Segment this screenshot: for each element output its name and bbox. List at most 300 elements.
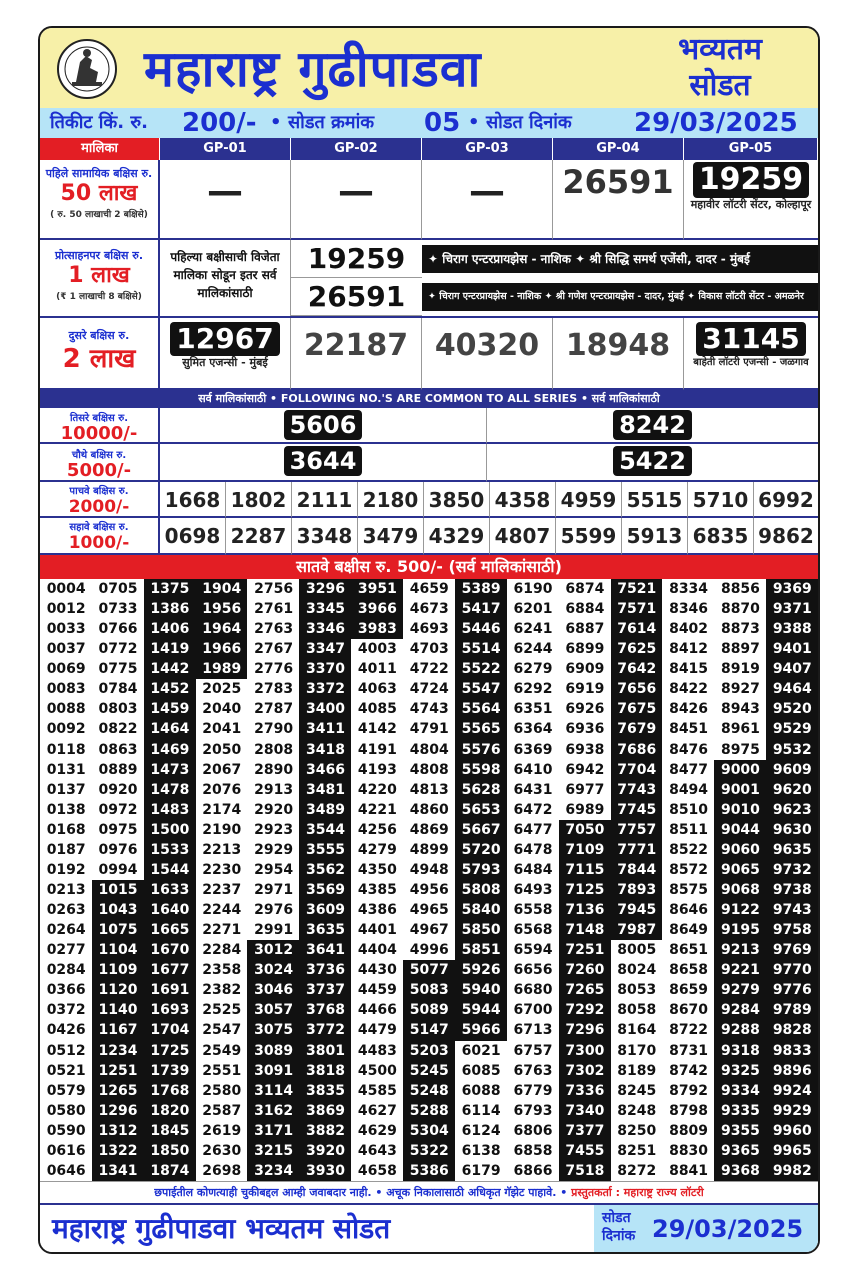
seventh-prize-number: 0976 <box>92 840 144 861</box>
seventh-prize-number: 8477 <box>662 760 714 781</box>
seventh-prize-number: 1140 <box>92 1000 144 1021</box>
seventh-prize-number: 1459 <box>144 699 196 720</box>
seventh-prize-number: 6472 <box>507 800 559 821</box>
seventh-prize-number: 4804 <box>403 740 455 761</box>
prize-number-cell: 1668 <box>160 482 226 518</box>
third-prize-number: 8242 <box>613 410 692 440</box>
seventh-prize-number: 4722 <box>403 659 455 680</box>
seventh-prize-number: 2976 <box>247 900 299 921</box>
seventh-prize-number: 5940 <box>455 980 507 1001</box>
second-prize-gp05 <box>684 318 818 390</box>
seventh-prize-number: 1386 <box>144 599 196 620</box>
seventh-prize-number: 2040 <box>196 699 248 720</box>
seventh-prize-number: 9789 <box>766 1000 818 1021</box>
seventh-prize-number: 2174 <box>196 800 248 821</box>
prize-number-cell: 5599 <box>556 518 622 555</box>
seventh-prize-number: 8170 <box>611 1041 663 1062</box>
seventh-prize-number: 3215 <box>247 1141 299 1162</box>
seventh-prize-number: 3951 <box>351 579 403 600</box>
seventh-prize-number: 1845 <box>144 1121 196 1142</box>
seventh-prize-number: 5083 <box>403 980 455 1001</box>
seventh-prize-number: 8809 <box>662 1121 714 1142</box>
seventh-prize-number: 0521 <box>40 1061 92 1082</box>
seventh-prize-number: 9896 <box>766 1061 818 1082</box>
seventh-prize-number: 4401 <box>351 920 403 941</box>
seventh-prize-number: 4459 <box>351 980 403 1001</box>
seventh-prize-number: 5248 <box>403 1081 455 1102</box>
seventh-prize-number: 9368 <box>714 1161 766 1182</box>
seventh-prize-number: 4500 <box>351 1061 403 1082</box>
seventh-prize-number: 7757 <box>611 820 663 841</box>
seventh-prize-number: 7743 <box>611 780 663 801</box>
seventh-prize-number: 8412 <box>662 639 714 660</box>
seventh-prize-number: 4483 <box>351 1041 403 1062</box>
seventh-prize-number: 1500 <box>144 820 196 841</box>
seventh-prize-number: 2763 <box>247 619 299 640</box>
seventh-prize-number: 3089 <box>247 1041 299 1062</box>
third-prize-cell-2 <box>487 408 818 444</box>
seventh-prize-number: 1104 <box>92 940 144 961</box>
sixth-prize-title: सहावे बक्षिस रु. <box>69 522 129 533</box>
seventh-prize-number: 9001 <box>714 780 766 801</box>
seventh-prize-number: 1167 <box>92 1020 144 1041</box>
seventh-prize-number: 6977 <box>559 780 611 801</box>
second-prize-gp01 <box>160 318 291 390</box>
prize-number-cell: 5913 <box>622 518 688 555</box>
seventh-prize-number: 8522 <box>662 840 714 861</box>
seventh-prize-number: 8670 <box>662 1000 714 1021</box>
footer <box>40 1203 818 1254</box>
series-header-gp04: GP-04 <box>553 138 684 160</box>
seventh-prize-number: 8451 <box>662 719 714 740</box>
seventh-prize-number: 0994 <box>92 860 144 881</box>
seventh-prize-number: 8494 <box>662 780 714 801</box>
seventh-prize-number: 6936 <box>559 719 611 740</box>
seventh-prize-number: 9060 <box>714 840 766 861</box>
seventh-prize-number: 2050 <box>196 740 248 761</box>
seventh-prize-number: 4956 <box>403 880 455 901</box>
seventh-prize-number: 9776 <box>766 980 818 1001</box>
seventh-prize-number: 2991 <box>247 920 299 941</box>
prize-number-cell: 6835 <box>688 518 754 555</box>
sixth-prize-label <box>40 518 160 555</box>
seventh-prize-number: 4899 <box>403 840 455 861</box>
seventh-prize-number: 8189 <box>611 1061 663 1082</box>
seventh-prize-number: 2284 <box>196 940 248 961</box>
seventh-prize-number: 0784 <box>92 679 144 700</box>
seventh-prize-number: 2551 <box>196 1061 248 1082</box>
seventh-prize-number: 7893 <box>611 880 663 901</box>
seventh-prize-number: 7656 <box>611 679 663 700</box>
lottery-emblem-icon <box>54 38 120 100</box>
seventh-prize-number: 8248 <box>611 1101 663 1122</box>
seventh-prize-number: 9630 <box>766 820 818 841</box>
seventh-prize-number: 0889 <box>92 760 144 781</box>
fifth-prize-title: पाचवे बक्षिस रु. <box>69 486 129 497</box>
seventh-prize-number: 6806 <box>507 1121 559 1142</box>
first-prize-note: ( रु. 50 लाखाची 2 बक्षिसे) <box>50 210 148 220</box>
seventh-prize-number: 6292 <box>507 679 559 700</box>
seventh-prize-number: 9532 <box>766 740 818 761</box>
footer-date-label-2: दिनांक <box>602 1228 636 1244</box>
seventh-prize-number: 9828 <box>766 1020 818 1041</box>
seventh-prize-number: 6926 <box>559 699 611 720</box>
seventh-prize-number: 5417 <box>455 599 507 620</box>
seventh-prize-number: 3012 <box>247 940 299 961</box>
seventh-prize-number: 1693 <box>144 1000 196 1021</box>
seventh-prize-number: 5304 <box>403 1121 455 1142</box>
seventh-prize-number: 6138 <box>455 1141 507 1162</box>
seventh-prize-number: 1341 <box>92 1161 144 1182</box>
seventh-prize-number: 4011 <box>351 659 403 680</box>
seventh-prize-number: 3024 <box>247 960 299 981</box>
seventh-prize-number: 3930 <box>299 1161 351 1182</box>
first-prize-number-gp04: 26591 <box>562 163 674 201</box>
seventh-prize-number: 9325 <box>714 1061 766 1082</box>
seventh-prize-number: 3635 <box>299 920 351 941</box>
seventh-prize-number: 0037 <box>40 639 92 660</box>
prize-number-cell: 4959 <box>556 482 622 518</box>
seventh-prize-number: 6779 <box>507 1081 559 1102</box>
seventh-prize-number: 1473 <box>144 760 196 781</box>
seventh-prize-number: 1665 <box>144 920 196 941</box>
seventh-prize-number: 9044 <box>714 820 766 841</box>
seventh-prize-number: 8651 <box>662 940 714 961</box>
seventh-prize-number: 1533 <box>144 840 196 861</box>
seventh-prize-number: 3983 <box>351 619 403 640</box>
seventh-prize-number: 6493 <box>507 880 559 901</box>
seventh-prize-number: 1478 <box>144 780 196 801</box>
seventh-prize-number: 7340 <box>559 1101 611 1122</box>
seventh-prize-number: 6568 <box>507 920 559 941</box>
series-header-gp02: GP-02 <box>291 138 422 160</box>
ticket-price-label: तिकीट किं. रु. <box>50 112 148 133</box>
series-header-gp05: GP-05 <box>684 138 818 160</box>
seventh-prize-number: 3411 <box>299 719 351 740</box>
seventh-prize-number: 6989 <box>559 800 611 821</box>
seventh-prize-number: 0264 <box>40 920 92 941</box>
fourth-prize-title: चौथे बक्षिस रु. <box>71 450 127 461</box>
seventh-prize-number: 9355 <box>714 1121 766 1142</box>
seventh-prize-number: 6085 <box>455 1061 507 1082</box>
seventh-prize-number: 5389 <box>455 579 507 600</box>
seventh-prize-number: 1043 <box>92 900 144 921</box>
seventh-prize-number: 9833 <box>766 1041 818 1062</box>
first-prize-gp05 <box>684 160 818 240</box>
incentive-prize-title: प्रोत्साहनपर बक्षिस रु. <box>54 249 144 262</box>
seventh-prize-number: 2761 <box>247 599 299 620</box>
seventh-prize-number: 0616 <box>40 1141 92 1162</box>
seventh-prize-number: 9318 <box>714 1041 766 1062</box>
second-prize-gp03 <box>422 318 553 390</box>
fifth-prize-label <box>40 482 160 518</box>
seventh-prize-number: 0069 <box>40 659 92 680</box>
seventh-prize-number: 8058 <box>611 1000 663 1021</box>
seventh-prize-number: 4279 <box>351 840 403 861</box>
seventh-prize-number: 3046 <box>247 980 299 1001</box>
seventh-prize-number: 5598 <box>455 760 507 781</box>
seventh-prize-number: 0213 <box>40 880 92 901</box>
seventh-prize-number: 9635 <box>766 840 818 861</box>
seventh-prize-number: 6201 <box>507 599 559 620</box>
seventh-prize-number: 6938 <box>559 740 611 761</box>
seventh-prize-number: 6021 <box>455 1041 507 1062</box>
seventh-prize-number: 9520 <box>766 699 818 720</box>
seventh-prize-number: 7125 <box>559 880 611 901</box>
second-prize-number: 12967 <box>170 322 279 356</box>
seventh-prize-number: 6909 <box>559 659 611 680</box>
seventh-prize-number: 0092 <box>40 719 92 740</box>
seventh-prize-number: 2920 <box>247 800 299 821</box>
seventh-prize-number: 6114 <box>455 1101 507 1122</box>
seventh-prize-number: 5926 <box>455 960 507 981</box>
seventh-prize-number: 6874 <box>559 579 611 600</box>
seventh-prize-number: 2067 <box>196 760 248 781</box>
seventh-prize-number: 4658 <box>351 1161 403 1182</box>
seventh-prize-number: 4743 <box>403 699 455 720</box>
seventh-prize-number: 3569 <box>299 880 351 901</box>
header <box>40 28 818 108</box>
seventh-prize-number: 6179 <box>455 1161 507 1182</box>
seventh-prize-number: 7292 <box>559 1000 611 1021</box>
seventh-prize-number: 7265 <box>559 980 611 1001</box>
seventh-prize-number: 0033 <box>40 619 92 640</box>
seventh-prize-number: 6241 <box>507 619 559 640</box>
seventh-prize-number: 3818 <box>299 1061 351 1082</box>
seventh-prize-number: 5288 <box>403 1101 455 1122</box>
second-prize-label <box>40 318 160 390</box>
seventh-prize-number: 5514 <box>455 639 507 660</box>
seventh-prize-number: 3481 <box>299 780 351 801</box>
seventh-prize-number: 3835 <box>299 1081 351 1102</box>
seventh-prize-number: 0975 <box>92 820 144 841</box>
prize-number-cell: 2180 <box>358 482 424 518</box>
seventh-prize-number: 6364 <box>507 719 559 740</box>
seventh-prize-number: 5077 <box>403 960 455 981</box>
seventh-prize-number: 9407 <box>766 659 818 680</box>
seventh-prize-number: 4869 <box>403 820 455 841</box>
seventh-prize-number: 3555 <box>299 840 351 861</box>
seventh-prize-number: 1544 <box>144 860 196 881</box>
seventh-prize-number: 3234 <box>247 1161 299 1182</box>
seventh-prize-number: 7771 <box>611 840 663 861</box>
seventh-prize-number: 0168 <box>40 820 92 841</box>
seventh-prize-number: 5793 <box>455 860 507 881</box>
third-prize-number: 5606 <box>284 410 363 440</box>
seventh-prize-number: 3466 <box>299 760 351 781</box>
seventh-prize-number: 4256 <box>351 820 403 841</box>
seventh-prize-number: 6431 <box>507 780 559 801</box>
seventh-prize-number: 5851 <box>455 940 507 961</box>
seventh-prize-number: 7679 <box>611 719 663 740</box>
seventh-prize-number: 3091 <box>247 1061 299 1082</box>
lottery-result-sheet <box>38 26 820 1254</box>
seventh-prize-number: 7686 <box>611 740 663 761</box>
seventh-prize-number: 4479 <box>351 1020 403 1041</box>
seventh-prize-number: 3345 <box>299 599 351 620</box>
seventh-prize-number: 6369 <box>507 740 559 761</box>
seventh-prize-number: 8005 <box>611 940 663 961</box>
seventh-prize-number: 6088 <box>455 1081 507 1102</box>
fourth-prize-cell-2 <box>487 444 818 482</box>
seventh-prize-number: 7300 <box>559 1041 611 1062</box>
seventh-prize-number: 0863 <box>92 740 144 761</box>
seventh-prize-number: 2230 <box>196 860 248 881</box>
seventh-prize-number: 1850 <box>144 1141 196 1162</box>
seventh-prize-number: 1075 <box>92 920 144 941</box>
incentive-prize-amount: 1 लाख <box>68 263 130 288</box>
seventh-prize-number: 0366 <box>40 980 92 1001</box>
draw-info-bar <box>40 108 818 138</box>
seventh-prize-number: 1469 <box>144 740 196 761</box>
seventh-prize-number: 2041 <box>196 719 248 740</box>
seventh-prize-number: 6887 <box>559 619 611 640</box>
seventh-prize-number: 3869 <box>299 1101 351 1122</box>
seventh-prize-number: 6942 <box>559 760 611 781</box>
seventh-prize-number: 3114 <box>247 1081 299 1102</box>
prize-number-cell: 9862 <box>754 518 818 555</box>
seventh-prize-number: 6919 <box>559 679 611 700</box>
seventh-prize-number: 6757 <box>507 1041 559 1062</box>
seventh-prize-number: 3489 <box>299 800 351 821</box>
first-prize-gp02 <box>291 160 422 240</box>
disclaimer <box>40 1181 818 1204</box>
seventh-prize-number: 1251 <box>92 1061 144 1082</box>
second-prize-number: 18948 <box>565 328 671 363</box>
fourth-prize-number: 3644 <box>284 446 363 476</box>
seventh-prize-number: 1966 <box>196 639 248 660</box>
seventh-prize-number: 9401 <box>766 639 818 660</box>
seventh-prize-number: 4673 <box>403 599 455 620</box>
seventh-prize-number: 3966 <box>351 599 403 620</box>
seventh-prize-number: 9769 <box>766 940 818 961</box>
seventh-prize-number: 9960 <box>766 1121 818 1142</box>
series-header-gp03: GP-03 <box>422 138 553 160</box>
seventh-prize-number: 0579 <box>40 1081 92 1102</box>
first-prize-agent: महावीर लॉटरी सेंटर, कोल्हापूर <box>690 198 812 211</box>
seventh-prize-number: 3347 <box>299 639 351 660</box>
seventh-prize-number: 8511 <box>662 820 714 841</box>
seventh-prize-number: 7136 <box>559 900 611 921</box>
seventh-prize-number: 8476 <box>662 740 714 761</box>
seventh-prize-number: 9065 <box>714 860 766 881</box>
seventh-prize-number: 8792 <box>662 1081 714 1102</box>
seventh-prize-number: 2767 <box>247 639 299 660</box>
seventh-prize-number: 4948 <box>403 860 455 881</box>
seventh-prize-number: 4221 <box>351 800 403 821</box>
seventh-prize-number: 3544 <box>299 820 351 841</box>
seventh-prize-number: 9284 <box>714 1000 766 1021</box>
seventh-prize-number: 3609 <box>299 900 351 921</box>
prize-number-cell: 6992 <box>754 482 818 518</box>
third-prize-cell-1 <box>160 408 487 444</box>
seventh-prize-number: 0004 <box>40 579 92 600</box>
seventh-prize-number: 3772 <box>299 1020 351 1041</box>
seventh-prize-number: 3882 <box>299 1121 351 1142</box>
seventh-prize-number: 9213 <box>714 940 766 961</box>
seventh-prize-number: 1739 <box>144 1061 196 1082</box>
draw-no-label: सोडत क्रमांक <box>288 112 375 133</box>
seventh-prize-number: 4860 <box>403 800 455 821</box>
seventh-prize-number: 1956 <box>196 599 248 620</box>
seventh-prize-number: 7260 <box>559 960 611 981</box>
seventh-prize-number: 2525 <box>196 1000 248 1021</box>
seventh-prize-number: 1109 <box>92 960 144 981</box>
seventh-prize-number: 5147 <box>403 1020 455 1041</box>
prize-number-cell: 4807 <box>490 518 556 555</box>
seventh-prize-number: 1265 <box>92 1081 144 1102</box>
seventh-prize-number: 8251 <box>611 1141 663 1162</box>
seventh-prize-number: 5667 <box>455 820 507 841</box>
seventh-prize-number: 0920 <box>92 780 144 801</box>
seventh-prize-number: 0118 <box>40 740 92 761</box>
series-label-header: मालिका <box>40 138 160 160</box>
seventh-prize-number: 8245 <box>611 1081 663 1102</box>
seventh-prize-number: 4813 <box>403 780 455 801</box>
seventh-prize-number: 4220 <box>351 780 403 801</box>
seventh-prize-number: 8975 <box>714 740 766 761</box>
seventh-prize-number: 8742 <box>662 1061 714 1082</box>
sixth-prize-amount: 1000/- <box>68 533 130 553</box>
seventh-prize-number: 2971 <box>247 880 299 901</box>
subtitle-line-1: भव्यतम <box>678 32 762 67</box>
second-prize-number: 22187 <box>303 328 409 363</box>
seventh-prize-number: 4063 <box>351 679 403 700</box>
seventh-prize-number: 2630 <box>196 1141 248 1162</box>
seventh-prize-number: 8919 <box>714 659 766 680</box>
series-header-gp01: GP-01 <box>160 138 291 160</box>
common-series-bar: सर्व मालिकांसाठी • FOLLOWING NO.'S ARE COMMON TO ALL SERIES • सर्व मालिकांसाठी <box>40 390 818 408</box>
seventh-prize-number: 3736 <box>299 960 351 981</box>
ticket-price: 200/- <box>182 108 257 138</box>
seventh-prize-number: 1015 <box>92 880 144 901</box>
draw-date-label: सोडत दिनांक <box>486 112 572 133</box>
seventh-prize-number: 4703 <box>403 639 455 660</box>
seventh-prize-number: 2756 <box>247 579 299 600</box>
seventh-prize-number: 4996 <box>403 940 455 961</box>
incentive-number-1: 19259 <box>291 240 422 278</box>
footer-date-box <box>594 1205 818 1254</box>
seventh-prize-number: 1483 <box>144 800 196 821</box>
seventh-prize-number: 7625 <box>611 639 663 660</box>
seventh-prize-number: 0137 <box>40 780 92 801</box>
prize-number-cell: 5515 <box>622 482 688 518</box>
seventh-prize-number: 1904 <box>196 579 248 600</box>
seventh-prize-number: 6866 <box>507 1161 559 1182</box>
fourth-prize-amount: 5000/- <box>66 460 132 481</box>
seventh-prize-number: 7251 <box>559 940 611 961</box>
seventh-prize-number: 0822 <box>92 719 144 740</box>
seventh-prize-number: 2547 <box>196 1020 248 1041</box>
seventh-prize-number: 3920 <box>299 1141 351 1162</box>
seventh-prize-number: 1633 <box>144 880 196 901</box>
seventh-prize-number: 1312 <box>92 1121 144 1142</box>
seventh-prize-number: 8402 <box>662 619 714 640</box>
seventh-prize-number: 0972 <box>92 800 144 821</box>
seventh-prize-number: 5944 <box>455 1000 507 1021</box>
seventh-prize-number: 5840 <box>455 900 507 921</box>
info-bullet-2: • <box>468 112 480 133</box>
draw-no: 05 <box>424 108 461 138</box>
seventh-prize-number: 1406 <box>144 619 196 640</box>
second-prize-gp04 <box>553 318 684 390</box>
seventh-prize-number: 3768 <box>299 1000 351 1021</box>
seventh-prize-number: 2271 <box>196 920 248 941</box>
seventh-prize-number: 1234 <box>92 1041 144 1062</box>
seventh-prize-number: 4142 <box>351 719 403 740</box>
seventh-prize-number: 9770 <box>766 960 818 981</box>
prize-number-cell: 5710 <box>688 482 754 518</box>
